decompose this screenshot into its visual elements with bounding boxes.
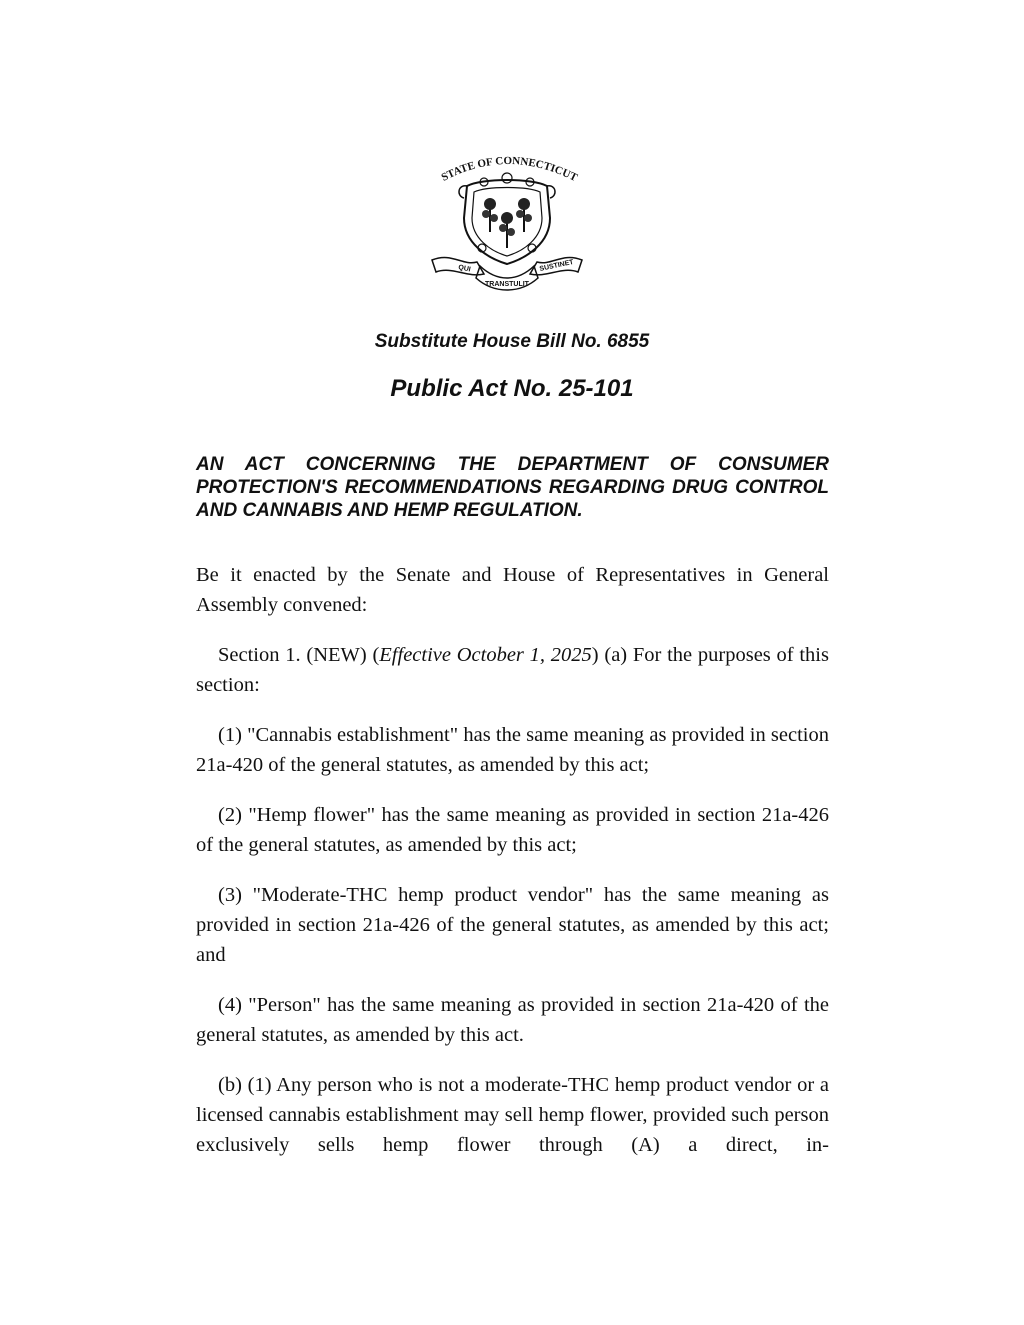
connecticut-seal-icon bbox=[422, 148, 592, 298]
seal-motto-right: SUSTINET bbox=[538, 258, 575, 273]
seal-arc-text: STATE OF CONNECTICUT bbox=[439, 154, 580, 185]
seal-motto-middle: TRANSTULIT bbox=[485, 281, 529, 288]
definition-4: (4) "Person" has the same meaning as provided in section 21a-420 of the general statutes, as amended by this act. bbox=[196, 994, 829, 1046]
section-1-heading bbox=[196, 640, 829, 700]
public-act-number: Public Act No. 25-101 bbox=[390, 375, 634, 402]
definition-1: (1) "Cannabis establishment" has the same meaning as provided in section 21a-420 of the general statutes, as amended by this act; bbox=[196, 724, 829, 776]
definition-2: (2) "Hemp flower" has the same meaning as provided in section 21a-426 of the general statutes, as amended by this act; bbox=[196, 804, 829, 856]
seal-motto-left: QUI bbox=[457, 264, 472, 274]
effective-date: Effective October 1, 2025 bbox=[379, 644, 592, 666]
bill-number: Substitute House Bill No. 6855 bbox=[374, 331, 650, 352]
section-1-rest: ) (a) For the purposes of this section: bbox=[196, 644, 829, 696]
definition-3: (3) "Moderate-THC hemp product vendor" has the same meaning as provided in section 21a-426 of the general statutes, as amended by this act; and bbox=[196, 884, 829, 966]
state-seal bbox=[422, 148, 592, 298]
section-1-lead: Section 1. (NEW) ( bbox=[218, 644, 380, 666]
subsection-b: (b) (1) Any person who is not a moderate-THC hemp product vendor or a licensed cannabis establishment may sell hemp flower, provided such person exclusively sells hemp flower through (A) a direct, in- bbox=[196, 1074, 829, 1156]
act-title: AN ACT CONCERNING THE DEPARTMENT OF CONSUMER PROTECTION'S RECOMMENDATIONS REGARDING DRUG CONTROL AND CANNABIS AND HEMP REGULATION. bbox=[196, 454, 829, 521]
enacting-clause: Be it enacted by the Senate and House of Representatives in General Assembly convened: bbox=[196, 564, 829, 616]
bill-body bbox=[196, 560, 829, 1180]
